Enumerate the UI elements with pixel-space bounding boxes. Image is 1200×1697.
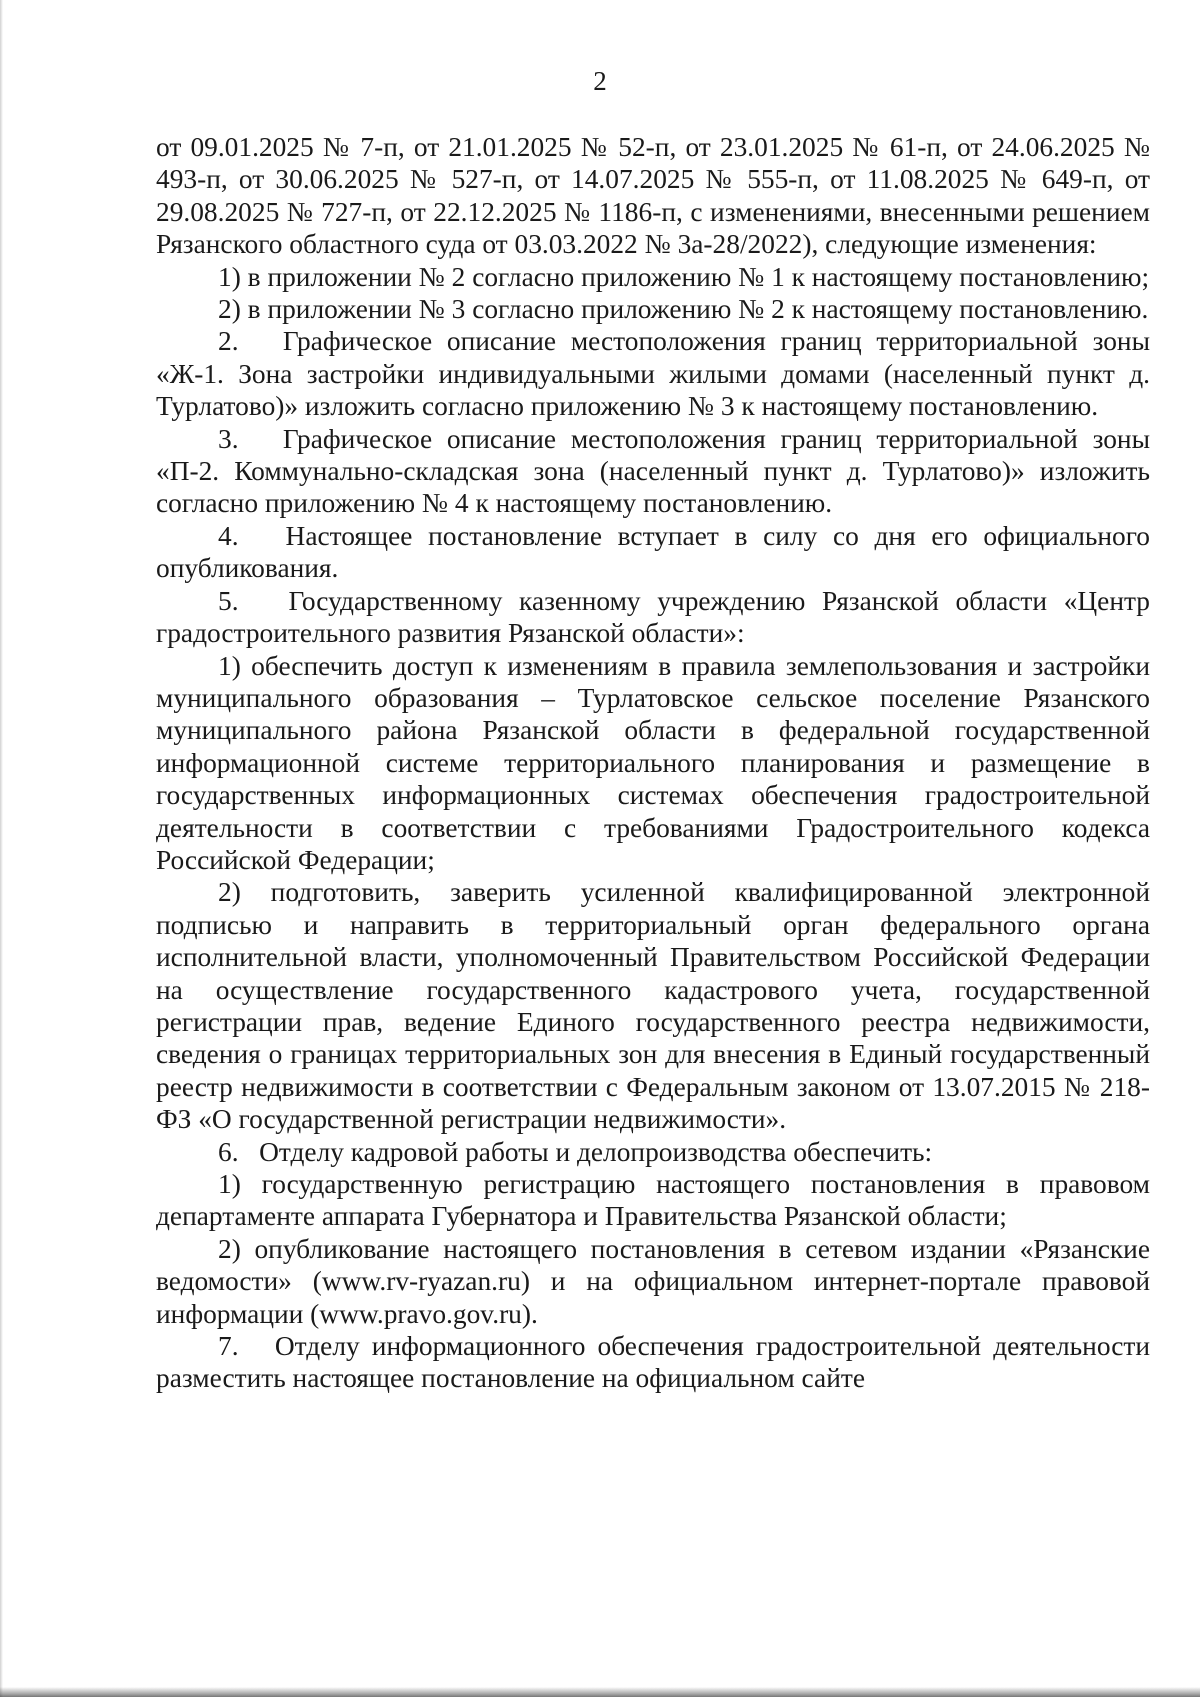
paragraph-section-2: 2. Графическое описание местоположения границ территориальной зоны «Ж-1. Зона застройки индивидуальными жилыми домами (населенный пункт д. Турлатово)» изложить согласно приложению № 3 к настоящему постановлению.: [156, 326, 1150, 422]
paragraph-section-7: 7. Отделу информационного обеспечения градостроительной деятельности разместить настоящее постановление на официальном сайте: [156, 1331, 1150, 1394]
document-body: [156, 131, 1150, 1395]
scan-bottom-edge: [0, 1687, 1200, 1697]
scan-left-edge: [0, 0, 3, 1697]
paragraph-item-5-1: 1) обеспечить доступ к изменениям в правила землепользования и застройки муниципального образования – Турлатовское сельское поселение Рязанского муниципального района Рязанской области в федеральной государственной информационной системе территориального планирования и размещение в государственных информационных системах обеспечения градостроительной деятельности в соответствии с требованиями Градостроительного кодекса Российской Федерации;: [156, 650, 1150, 875]
paragraph-section-4: 4. Настоящее постановление вступает в силу со дня его официального опубликования.: [156, 520, 1150, 584]
page-number: 2: [593, 66, 607, 96]
paragraph-section-5: 5. Государственному казенному учреждению Рязанской области «Центр градостроительного развития Рязанской области»:: [156, 585, 1150, 649]
paragraph-item-1-2: 2) в приложении № 3 согласно приложению № 2 к настоящему постановлению.: [218, 294, 1149, 325]
paragraph-section-6: 6. Отделу кадровой работы и делопроизводства обеспечить:: [218, 1136, 933, 1167]
paragraph-item-6-1: 1) государственную регистрацию настоящего постановления в правовом департаменте аппарата Губернатора и Правительства Рязанской области;: [156, 1169, 1150, 1232]
paragraph-section-3: 3. Графическое описание местоположения границ территориальной зоны «П-2. Коммунально-складская зона (населенный пункт д. Турлатово)» изложить согласно приложению № 4 к настоящему постановлению.: [156, 423, 1150, 519]
paragraph-item-6-2: 2) опубликование настоящего постановления в сетевом издании «Рязанские ведомости» (www.rv-ryazan.ru) и на официальном интернет-портале правовой информации (www.pravo.gov.ru).: [156, 1233, 1150, 1329]
paragraph-item-5-2: 2) подготовить, заверить усиленной квалифицированной электронной подписью и направить в территориальный орган федерального органа исполнительной власти, уполномоченный Правительством Российской Федерации на осуществление государственного кадастрового учета, государственной регистрации прав, ведение Единого государственного реестра недвижимости, сведения о границах территориальных зон для внесения в Единый государственный реестр недвижимости в соответствии с Федеральным законом от 13.07.2015 № 218-ФЗ «О государственной регистрации недвижимости».: [156, 877, 1150, 1135]
paragraph-continuation: от 09.01.2025 № 7-п, от 21.01.2025 № 52-п, от 23.01.2025 № 61-п, от 24.06.2025 № 493-п, от 30.06.2025 № 527-п, от 14.07.2025 № 555-п, от 11.08.2025 № 649-п, от 29.08.2025 № 727-п, от 22.12.2025 № 1186-п, с изменениями, внесенными решением Рязанского областного суда от 03.03.2022 № 3а-28/2022), следующие изменения:: [156, 132, 1150, 260]
paragraph-item-1-1: 1) в приложении № 2 согласно приложению № 1 к настоящему постановлению;: [218, 261, 1150, 292]
